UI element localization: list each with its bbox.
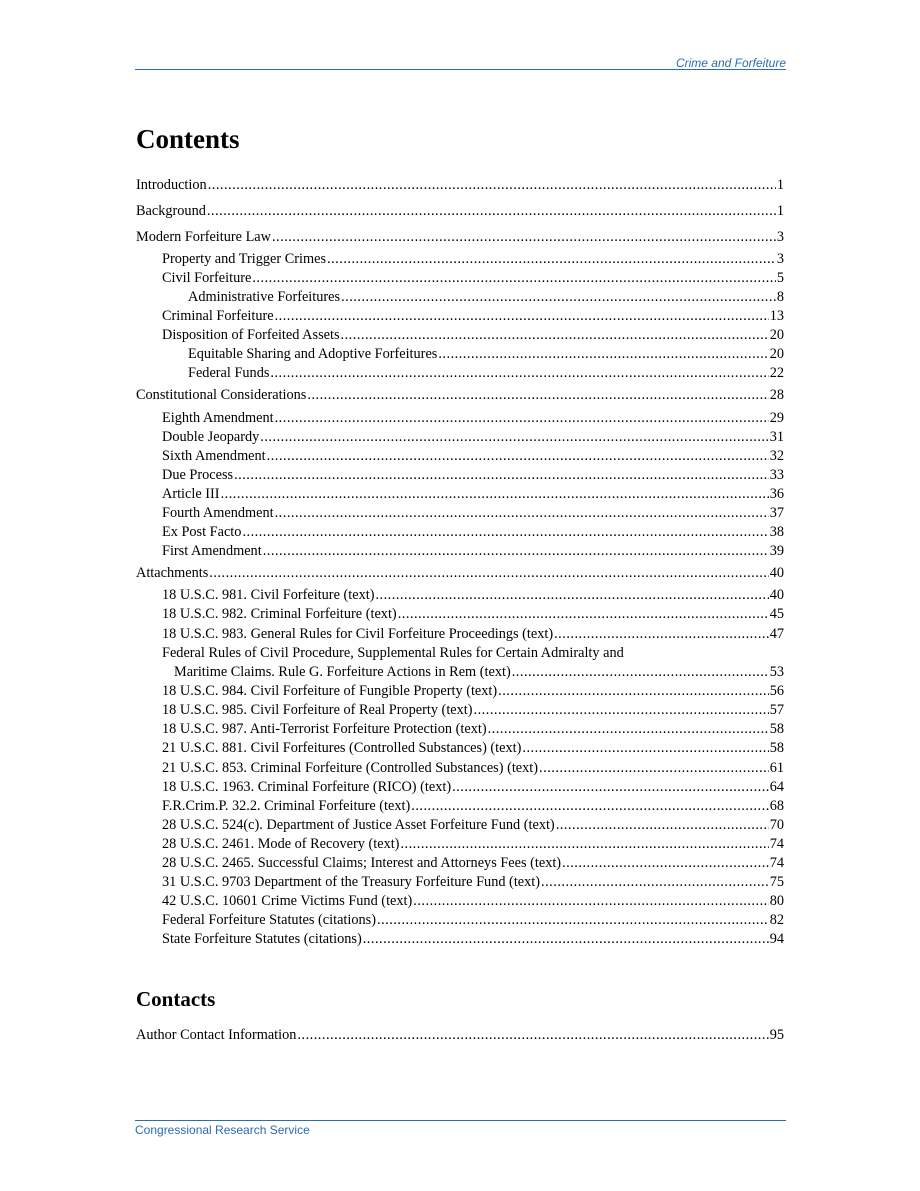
toc-entry[interactable]: 18 U.S.C. 1963. Criminal Forfeiture (RICO) (text) ..... 64 xyxy=(162,779,784,796)
toc-entry[interactable]: Administrative Forfeitures ..... 8 xyxy=(188,289,784,306)
toc-entry[interactable]: Attachments ..... 40 xyxy=(136,565,784,582)
toc-entry[interactable]: Author Contact Information ..... 95 xyxy=(136,1027,784,1044)
toc-entry[interactable]: F.R.Crim.P. 32.2. Criminal Forfeiture (text) ..... 68 xyxy=(162,798,784,815)
toc-entry[interactable]: Double Jeopardy ..... 31 xyxy=(162,429,784,446)
toc-entry[interactable]: Equitable Sharing and Adoptive Forfeitures ..... 20 xyxy=(188,346,784,363)
toc-entry[interactable]: Federal Forfeiture Statutes (citations) ..... 82 xyxy=(162,912,784,929)
toc-entry[interactable]: 31 U.S.C. 9703 Department of the Treasury Forfeiture Fund (text) ..... 75 xyxy=(162,874,784,891)
toc-entry[interactable]: Disposition of Forfeited Assets ..... 20 xyxy=(162,327,784,344)
toc-entry[interactable]: 42 U.S.C. 10601 Crime Victims Fund (text) ..... 80 xyxy=(162,893,784,910)
running-header: Crime and Forfeiture xyxy=(675,56,786,70)
toc-entry[interactable]: Civil Forfeiture ..... 5 xyxy=(162,270,784,287)
toc-entry[interactable]: Due Process ..... 33 xyxy=(162,467,784,484)
toc-entry[interactable]: Ex Post Facto ..... 38 xyxy=(162,524,784,541)
toc-entry-line[interactable]: Federal Rules of Civil Procedure, Supplemental Rules for Certain Admiralty and xyxy=(162,645,624,661)
toc-entry[interactable]: Eighth Amendment ..... 29 xyxy=(162,410,784,427)
toc-entry[interactable]: 21 U.S.C. 881. Civil Forfeitures (Controlled Substances) (text) ..... 58 xyxy=(162,740,784,757)
toc-entry[interactable]: Property and Trigger Crimes ..... 3 xyxy=(162,251,784,268)
toc-entry[interactable]: 28 U.S.C. 2465. Successful Claims; Interest and Attorneys Fees (text) ..... 74 xyxy=(162,855,784,872)
toc-entry[interactable]: Sixth Amendment ..... 32 xyxy=(162,448,784,465)
toc-entry[interactable]: Introduction ..... 1 xyxy=(136,177,784,194)
footer-org: Congressional Research Service xyxy=(135,1123,310,1137)
toc-entry[interactable]: 18 U.S.C. 981. Civil Forfeiture (text) ..... 40 xyxy=(162,587,784,604)
toc-entry[interactable]: Maritime Claims. Rule G. Forfeiture Actions in Rem (text) ..... 53 xyxy=(174,664,784,681)
toc-entry[interactable]: Fourth Amendment ..... 37 xyxy=(162,505,784,522)
toc-entry[interactable]: Background ..... 1 xyxy=(136,203,784,220)
header-rule xyxy=(135,69,786,70)
toc-entry[interactable]: 18 U.S.C. 987. Anti-Terrorist Forfeiture Protection (text) ..... 58 xyxy=(162,721,784,738)
toc-entry[interactable]: 18 U.S.C. 985. Civil Forfeiture of Real Property (text) ..... 57 xyxy=(162,702,784,719)
toc-entry[interactable]: Constitutional Considerations ..... 28 xyxy=(136,387,784,404)
toc-entry[interactable]: First Amendment ..... 39 xyxy=(162,543,784,560)
contacts-heading: Contacts xyxy=(136,987,216,1011)
toc-entry[interactable]: 18 U.S.C. 984. Civil Forfeiture of Fungible Property (text) ..... 56 xyxy=(162,683,784,700)
toc-entry[interactable]: Article III ..... 36 xyxy=(162,486,784,503)
toc-entry[interactable]: 28 U.S.C. 2461. Mode of Recovery (text) ..... 74 xyxy=(162,836,784,853)
toc-entry[interactable]: 18 U.S.C. 982. Criminal Forfeiture (text) ..... 45 xyxy=(162,606,784,623)
toc-entry[interactable]: 18 U.S.C. 983. General Rules for Civil Forfeiture Proceedings (text) ..... 47 xyxy=(162,626,784,643)
toc-entry[interactable]: 28 U.S.C. 524(c). Department of Justice Asset Forfeiture Fund (text) ..... 70 xyxy=(162,817,784,834)
toc-entry[interactable]: Modern Forfeiture Law ..... 3 xyxy=(136,229,784,246)
toc-entry[interactable]: 21 U.S.C. 853. Criminal Forfeiture (Controlled Substances) (text) ..... 61 xyxy=(162,760,784,777)
toc-entry[interactable]: Criminal Forfeiture ..... 13 xyxy=(162,308,784,325)
footer-rule xyxy=(135,1120,786,1121)
contents-heading: Contents xyxy=(136,124,240,154)
toc-entry[interactable]: Federal Funds ..... 22 xyxy=(188,365,784,382)
toc-entry[interactable]: State Forfeiture Statutes (citations) ..... 94 xyxy=(162,931,784,948)
